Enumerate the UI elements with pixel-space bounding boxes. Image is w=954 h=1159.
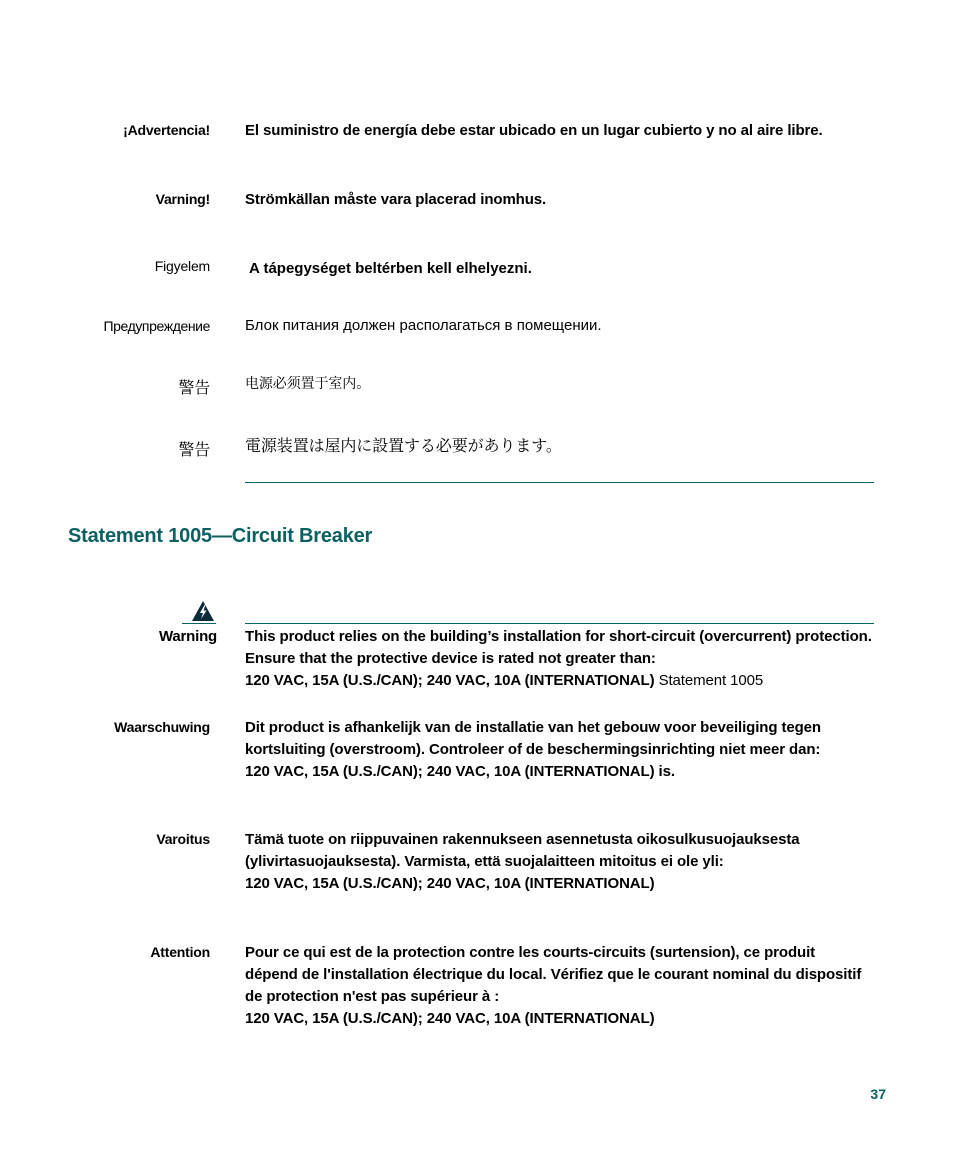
warning-text-swedish: Strömkällan måste vara placerad inomhus. xyxy=(245,191,547,208)
warning-text-chinese: 电源必须置于室内。 xyxy=(245,376,371,392)
section-heading: Statement 1005—Circuit Breaker xyxy=(68,525,373,547)
warning-dutch-line2: 120 VAC, 15A (U.S./CAN); 240 VAC, 10A (INTERNATIONAL) is. xyxy=(245,763,675,780)
warning-text-japanese: 電源装置は屋内に設置する必要があります。 xyxy=(245,436,562,455)
warning-icon-rule xyxy=(182,623,216,624)
page-number: 37 xyxy=(870,1086,886,1102)
warning-label-hungarian: Figyelem xyxy=(154,258,210,274)
warning-label-dutch: Waarschuwing xyxy=(114,719,210,735)
warning-english-line1: This product relies on the building’s installation for short-circuit (overcurrent) protection. Ensure that the protective device is rated not greater than: xyxy=(245,628,872,667)
section-divider xyxy=(245,482,874,483)
warning-label-spanish: ¡Advertencia! xyxy=(123,122,210,138)
warning-label-japanese: 警告 xyxy=(178,440,210,459)
warning-text-french xyxy=(245,942,865,1030)
warning-french-line1: Pour ce qui est de la protection contre les courts-circuits (surtension), ce produit dépend de l'installation électrique du local. Vérifiez que le courant nominal du dispositif de protection n'est pas supérieur à : xyxy=(245,944,862,1005)
warning-english-line2 xyxy=(245,670,875,692)
warning-text-dutch xyxy=(245,717,875,783)
statement-number: Statement 1005 xyxy=(658,672,764,689)
warning-text-english xyxy=(245,626,875,692)
warning-label-finnish: Varoitus xyxy=(156,831,210,847)
warning-text-finnish xyxy=(245,829,865,895)
warning-french-line2: 120 VAC, 15A (U.S./CAN); 240 VAC, 10A (INTERNATIONAL) xyxy=(245,1010,655,1027)
warning-label-french: Attention xyxy=(150,944,210,960)
warning-finnish-line1: Tämä tuote on riippuvainen rakennukseen asennetusta oikosulkusuojauksesta (ylivirtasuojauksesta). Varmista, että suojalaitteen mitoitus ei ole yli: xyxy=(245,831,800,870)
warning-label-swedish: Varning! xyxy=(155,191,210,207)
warning-triangle-icon xyxy=(191,600,215,622)
warning-label-english: Warning xyxy=(158,628,217,645)
warning-label-russian: Предупреждение xyxy=(103,318,210,334)
warning-finnish-line2: 120 VAC, 15A (U.S./CAN); 240 VAC, 10A (INTERNATIONAL) xyxy=(245,875,655,892)
warning-english-ratings: 120 VAC, 15A (U.S./CAN); 240 VAC, 10A (INTERNATIONAL) xyxy=(245,672,655,689)
warning-text-hungarian: A tápegységet beltérben kell elhelyezni. xyxy=(249,260,532,277)
warning-dutch-line1: Dit product is afhankelijk van de installatie van het gebouw voor beveiliging tegen kortsluiting (overstroom). Controleer of de beschermingsinrichting niet meer dan: xyxy=(245,719,821,758)
warning-rule xyxy=(245,623,874,624)
warning-label-chinese: 警告 xyxy=(178,378,210,397)
warning-text-russian: Блок питания должен располагаться в помещении. xyxy=(245,317,602,334)
warning-text-spanish: El suministro de energía debe estar ubicado en un lugar cubierto y no al aire libre. xyxy=(245,122,823,139)
